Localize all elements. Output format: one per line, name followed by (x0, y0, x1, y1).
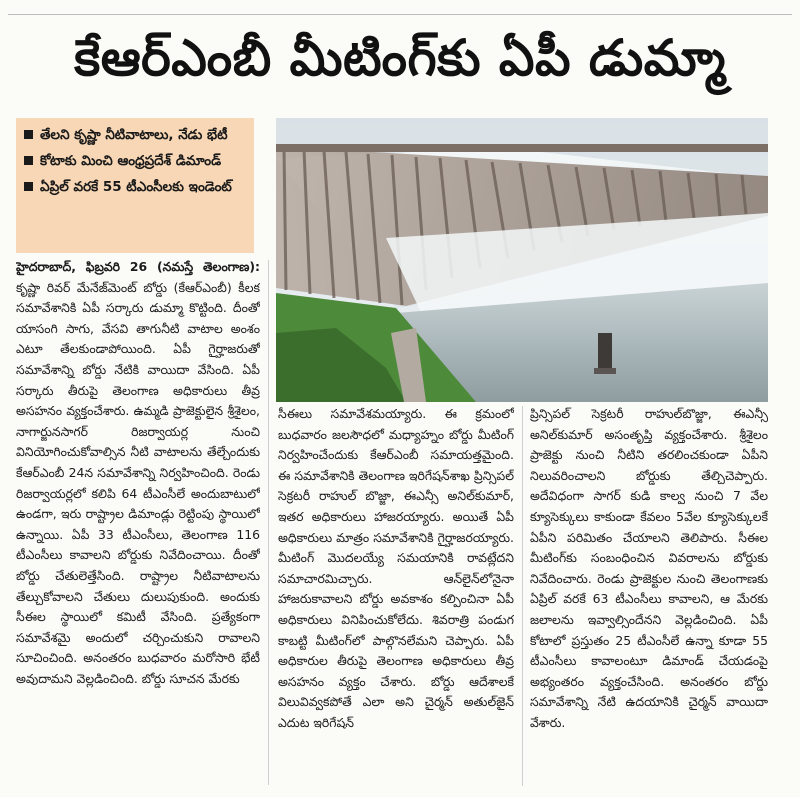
article-column-2 (278, 404, 514, 787)
highlight-text: తేలని కృష్ణా నీటివాటాలు, నేడు భేటీ (40, 127, 228, 143)
headline: కేఆర్ఎంబీ మీటింగ్‌కు ఏపీ డుమ్మా (74, 28, 726, 87)
article-text: సీఈలు సమావేశమయ్యారు. ఈ క్రమంలో బుధవారం జలసౌధలో మధ్యాహ్నం బోర్డు మీటింగ్ నిర్వహించేందుకు కేఆర్ఎంబీ సమాయత్తమైంది. ఈ సమావేశానికి తెలంగాణ ఇరిగేషన్‌శాఖ ప్రిన్సిపల్ సెక్రటరీ రాహుల్ బొజ్జా, ఈఎన్సీ అనిల్‌కుమార్, ఇతర అధికారులు హాజరయ్యారు. అయితే ఏపీ అధికారులు మాత్రం సమావేశానికి గైర్హాజరయ్యారు. మీటింగ్ మొదలయ్యే సమయానికి రావట్లేదని సమాచారమిచ్చారు. ఆన్‌లైన్‌లోనైనా హాజరుకావాలని బోర్డు అవకాశం కల్పించినా ఏపీ అధికారులు వినిపించుకోలేదు. శివరాత్రి పండుగ కాబట్టి మీటింగ్‌లో పాల్గొనలేమని చెప్పారు. ఏపీ అధికారుల తీరుపై తెలంగాణ అధికారులు తీవ్ర అసహనం వ్యక్తం చేశారు. బోర్డు ఆదేశాలకే విలువివ్వకపోతే ఎలా అని చైర్మన్ అతుల్‌జైన్ ఎదుట ఇరిగేషన్ (278, 406, 514, 730)
highlight-item (24, 150, 246, 172)
highlights-box (16, 118, 254, 253)
column-divider (522, 406, 523, 786)
square-bullet-icon (24, 156, 33, 165)
article-column-1 (16, 257, 260, 787)
tower-base (594, 368, 616, 374)
dam-illustration (276, 118, 768, 402)
highlight-item (24, 176, 246, 198)
tower (598, 333, 612, 371)
dateline: హైదరాబాద్, ఫిబ్రవరి 26 (నమస్తే తెలంగాణ): (16, 259, 260, 274)
dam-photo (276, 118, 768, 402)
square-bullet-icon (24, 182, 33, 191)
article-text: కృష్ణా రివర్ మేనేజ్‌మెంట్ బోర్డు (కేఆర్ఎంబీ) కీలక సమావేశానికి ఏపీ సర్కారు డుమ్మా కొట్టింది. దీంతో యాసంగి సాగు, వేసవి తాగునీటి వాటాల అంశం ఎటూ తేలకుండాపోయింది. ఏపీ గైర్హాజరుతో సమావేశాన్ని బోర్డు నేటికి వాయిదా వేసింది. ఏపీ సర్కారు తీరుపై తెలంగాణ అధికారులు తీవ్ర అసహనం వ్యక్తంచేశారు. ఉమ్మడి ప్రాజెక్టులైన శ్రీశైలం, నాగార్జునసాగర్ రిజర్వాయర్ల నుంచి వినియోగించుకోవాల్సిన నీటి వాటాలను తేల్చేందుకు కేఆర్ఎంబీ 24న సమావేశాన్ని నిర్వహించింది. రెండు రిజర్వాయర్లలో కలిపి 64 టీఎంసీలే అందుబాటులో ఉండగా, ఇరు రాష్ట్రాల డిమాండ్లు రెట్టింపు స్థాయిలో ఉన్నాయి. ఏపీ 33 టీఎంసీలు, తెలంగాణ 116 టీఎంసీలు కావాలని బోర్డుకు నివేదించాయి. దీంతో బోర్డు చేతులెత్తేసింది. రాష్ట్రాల నీటివాటాలను తేల్చుకోవాలని చేతులు దులుపుకుంది. అందుకు సీఈల స్థాయిలో కమిటీ వేసింది. ప్రత్యేకంగా సమావేశమై అందులో చర్చించుకుని రావాలని సూచించింది. అనంతరం బుధవారం మరోసారి భేటీ అవుదామని వెల్లడించింది. బోర్డు సూచన మేరకు (16, 279, 260, 686)
dam-crest (276, 144, 768, 152)
highlight-text: కోటాకు మించి ఆంధ్రప్రదేశ్ డిమాండ్ (40, 153, 222, 169)
top-rule (8, 6, 792, 15)
column-divider (268, 260, 269, 785)
article-column-3 (530, 404, 768, 787)
article-paragraph (16, 257, 260, 689)
highlight-text: ఏప్రిల్ వరకే 55 టీఎంసీలకు ఇండెంట్ (40, 179, 232, 195)
square-bullet-icon (24, 130, 33, 139)
highlight-item (24, 124, 246, 146)
article-text: ప్రిన్సిపల్ సెక్రటరీ రాహుల్‌బొజ్జా, ఈఎన్సీ అనిల్‌కుమార్ అసంతృప్తి వ్యక్తంచేశారు. శ్రీశైలం ప్రాజెక్టు నుంచి నీటిని తరలించకుండా ఏపీని నిలువరించాలని బోర్డుకు తేల్చిచెప్పారు. అదేవిధంగా సాగర్ కుడి కాల్వ నుంచి 7 వేల క్యూసెక్కులు కాకుండా కేవలం 5వేల క్యూసెక్కులకే ఏపీని పరిమితం చేయాలని తెలిపారు. సీఈల మీటింగ్‌కు సంబంధించిన వివరాలను బోర్డుకు నివేదించారు. రెండు ప్రాజెక్టుల నుంచి తెలంగాణకు ఏప్రిల్ వరకే 63 టీఎంసీలు కావాలని, ఆ మేరకు జలాలను ఇవ్వాల్సిందేనని వెల్లడించింది. ఏపీ కోటాలో ప్రస్తుతం 25 టీఎంసీలే ఉన్నా కూడా 55 టీఎంసీలు కావాలంటూ డిమాండ్ చేయడంపై అభ్యంతరం వ్యక్తంచేసింది. అనంతరం బోర్డు సమావేశాన్ని నేటి ఉదయానికి చైర్మన్ వాయిదా వేశారు. (530, 406, 768, 730)
